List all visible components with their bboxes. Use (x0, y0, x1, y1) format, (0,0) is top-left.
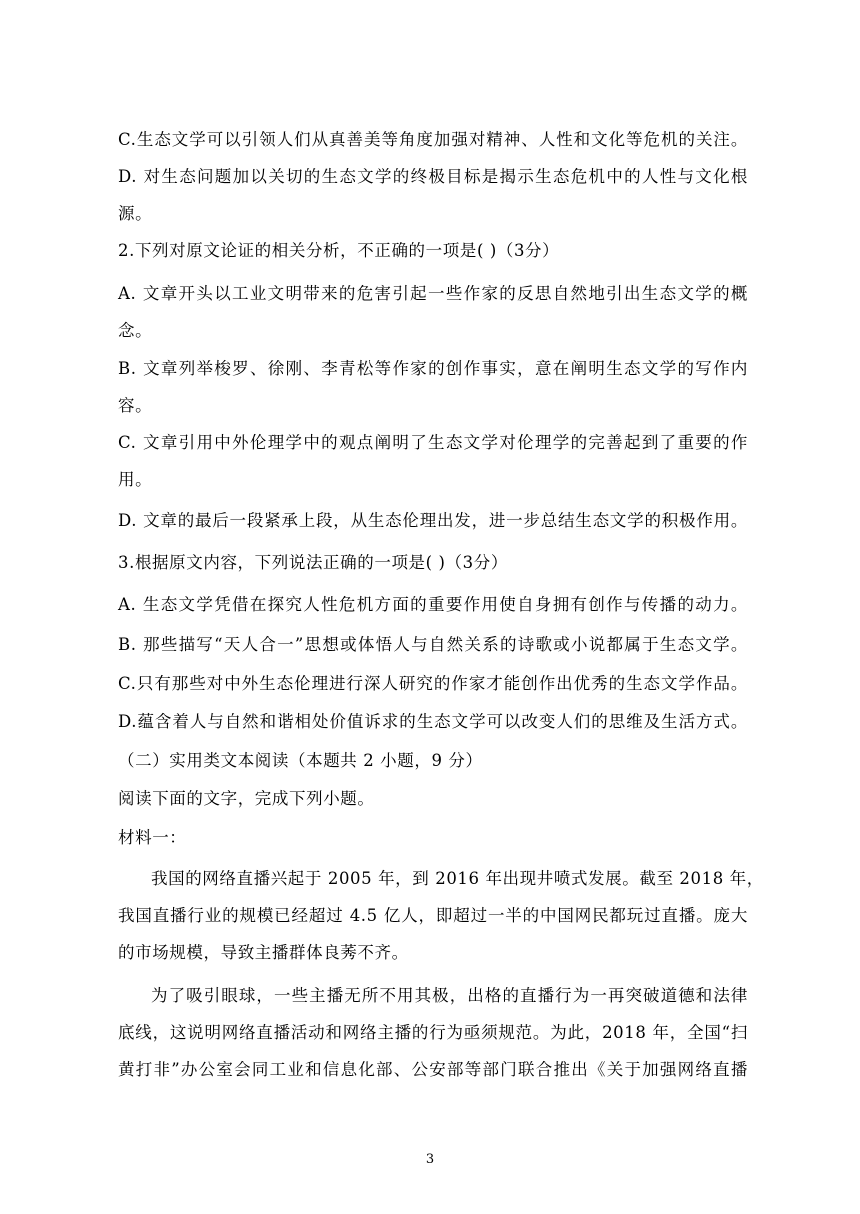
option-c-q2-continued: 用。 (118, 470, 153, 489)
option-b-q3: B. 那些描写“天人合一”思想或体悟人与自然关系的诗歌或小说都属于生态文学。 (118, 635, 748, 654)
section-heading: （二）实用类文本阅读（本题共 2 小题，9 分） (118, 751, 483, 770)
paragraph-1-line-2: 我国直播行业的规模已经超过 4.5 亿人，即超过一半的中国网民都玩过直播。庞大 (118, 906, 748, 925)
option-a-q2: A. 文章开头以工业文明带来的危害引起一些作家的反思自然地引出生态文学的概 (118, 284, 748, 303)
option-c-q1: C.生态文学可以引领人们从真善美等角度加强对精神、人性和文化等危机的关注。 (118, 130, 748, 149)
option-d-q1: D. 对生态问题加以关切的生态文学的终极目标是揭示生态危机中的人性与文化根 (118, 167, 748, 186)
page-number: 3 (425, 1152, 435, 1167)
option-a-q2-continued: 念。 (118, 321, 153, 340)
option-a-q3: A. 生态文学凭借在探究人性危机方面的重要作用使自身拥有创作与传播的动力。 (118, 595, 748, 614)
question-2-stem: 2.下列对原文论证的相关分析，不正确的一项是( )（3分） (118, 241, 560, 260)
paragraph-1-line-3: 的市场规模，导致主播群体良莠不齐。 (118, 943, 409, 962)
paragraph-2-line-1: 为了吸引眼球，一些主播无所不用其极，出格的直播行为一再突破道德和法律 (151, 986, 748, 1005)
option-d-q2: D. 文章的最后一段紧承上段，从生态伦理出发，进一步总结生态文学的积极作用。 (118, 511, 748, 530)
option-c-q3: C.只有那些对中外生态伦理进行深人研究的作家才能创作出优秀的生态文学作品。 (118, 674, 748, 693)
paragraph-1-line-1: 我国的网络直播兴起于 2005 年，到 2016 年出现井喷式发展。截至 2018 年， (151, 869, 764, 888)
option-c-q2: C. 文章引用中外伦理学中的观点阐明了生态文学对伦理学的完善起到了重要的作 (118, 433, 748, 452)
option-d-q1-continued: 源。 (118, 204, 153, 223)
question-3-stem: 3.根据原文内容，下列说法正确的一项是( )（3分） (118, 553, 508, 572)
paragraph-2-line-3: 黄打非”办公室会同工业和信息化部、公安部等部门联合推出《关于加强网络直播 (118, 1060, 748, 1079)
paragraph-2-line-2: 底线，这说明网络直播活动和网络主播的行为亟须规范。为此，2018 年，全国“扫 (118, 1023, 748, 1042)
option-b-q2-continued: 容。 (118, 396, 153, 415)
option-b-q2: B. 文章列举梭罗、徐刚、李青松等作家的创作事实，意在阐明生态文学的写作内 (118, 359, 748, 378)
reading-instruction: 阅读下面的文字，完成下列小题。 (118, 789, 375, 808)
option-d-q3: D.蕴含着人与自然和谐相处价值诉求的生态文学可以改变人们的思维及生活方式。 (118, 712, 748, 731)
material-one-label: 材料一： (118, 828, 187, 847)
